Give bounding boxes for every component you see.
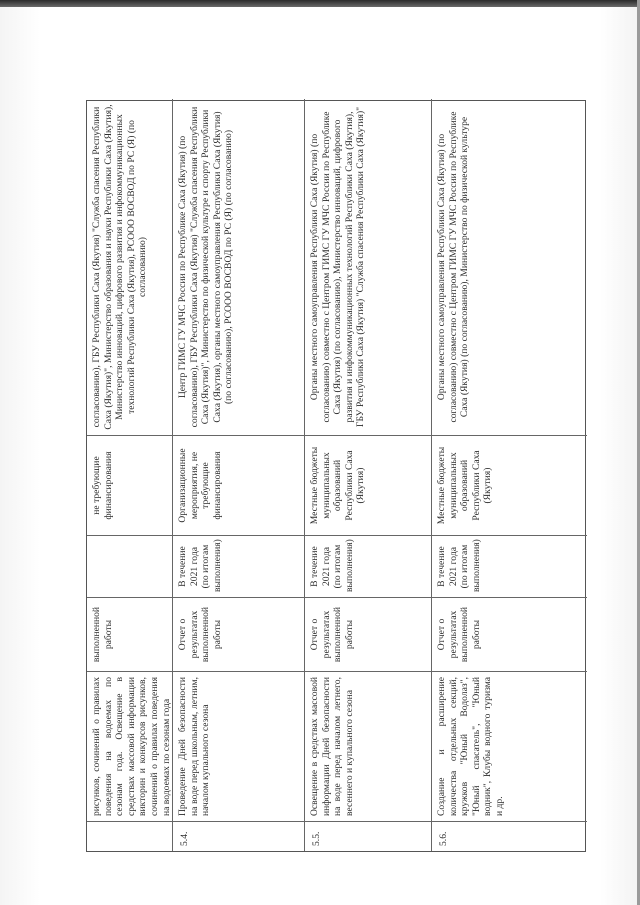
executors: согласованию), ГБУ Республики Саха (Якутия) "Служба спасения Республики Саха (Якутия)", Министерство образования и науки Республики Саха (Якутия), Министерство инноваций, цифрового развития и инфокоммуникационных технологий Республики Саха (Якутия), РСООО ВОСВОД по РС (Я) (по согласованию) <box>87 99 173 435</box>
deadline: В течение 2021 года (по итогам выполнения) <box>432 535 587 597</box>
measure-description: Создание и расширение количества отдельных секций, кружков "Юный Водолаз", "Юный спасатель", "Юный водник", Клубы водного туризма и др. <box>432 671 587 821</box>
report-form: Отчет о результатах выполненной работы <box>173 597 305 671</box>
scan-top-edge <box>0 0 640 7</box>
funding-source: Местные бюджеты муниципальных образований Республики Саха (Якутия) <box>305 435 432 535</box>
executors: Органы местного самоуправления Республики Саха (Якутия) (по согласованию) совместно с Центром ГИМС ГУ МЧС России по Республике Саха (Якутия) (по согласованию), Министерство по физической культуре <box>436 111 471 423</box>
funding-source: не требующие финансирования <box>87 435 173 535</box>
report-form: Отчет о результатах выполненной работы <box>432 597 587 671</box>
measure-description: рисунков, сочинений о правилах поведения на водоемах по сезонам года. Освещение в средствах массовой информации викторин и конкурсов рисунков, сочинений о правилах поведения на водоемах по сезонам года <box>87 671 173 821</box>
deadline: В течение 2021 года (по итогам выполнения) <box>305 535 432 597</box>
funding-source: Местные бюджеты муниципальных образований Республики Саха (Якутия) <box>432 435 587 535</box>
deadline: В течение 2021 года (по итогам выполнения) <box>173 535 305 597</box>
report-form: выполненной работы <box>87 597 173 671</box>
executors: Центр ГИМС ГУ МЧС России по Республике Саха (Якутия) (по согласованию), ГБУ Республики Саха (Якутия) "Служба спасения Республики Саха (Якутия)", Министерство по физической культуре и спорту Республики Саха (Якутия), органы местного самоуправления Республики Саха (Якутия) (по согласованию), РСООО ВОСВОД по РС (Я) (по согласованию) <box>173 99 305 435</box>
row-number <box>87 821 173 851</box>
row-number: 5.4. <box>173 821 305 851</box>
row-number: 5.5. <box>305 821 432 851</box>
measure-description: Освещение в средствах массовой информации Дней безопасности на воде перед началом летнего, весеннего и купального сезона <box>305 671 432 821</box>
measure-description: Проведение Дней безопасности на воде перед школьным, летним, началом купального сезона <box>173 671 305 821</box>
executors: Органы местного самоуправления Республики Саха (Якутия) (по согласованию) совместно с Центром ГИМС ГУ МЧС России по Республике Саха (Якутия) (по согласованию), Министерство инноваций, цифрового развития и инфокоммуникационных технологий Республики Саха (Якутия), ГБУ Республики Саха (Якутия) "Служба спасения Республики Саха (Якутия)" <box>305 99 432 435</box>
row-number: 5.6. <box>432 821 587 851</box>
funding-source: Организационные мероприятия, не требующие финансирования <box>173 435 305 535</box>
measures-table <box>86 100 586 852</box>
deadline <box>87 535 173 597</box>
report-form: Отчет о результатах выполненной работы <box>305 597 432 671</box>
